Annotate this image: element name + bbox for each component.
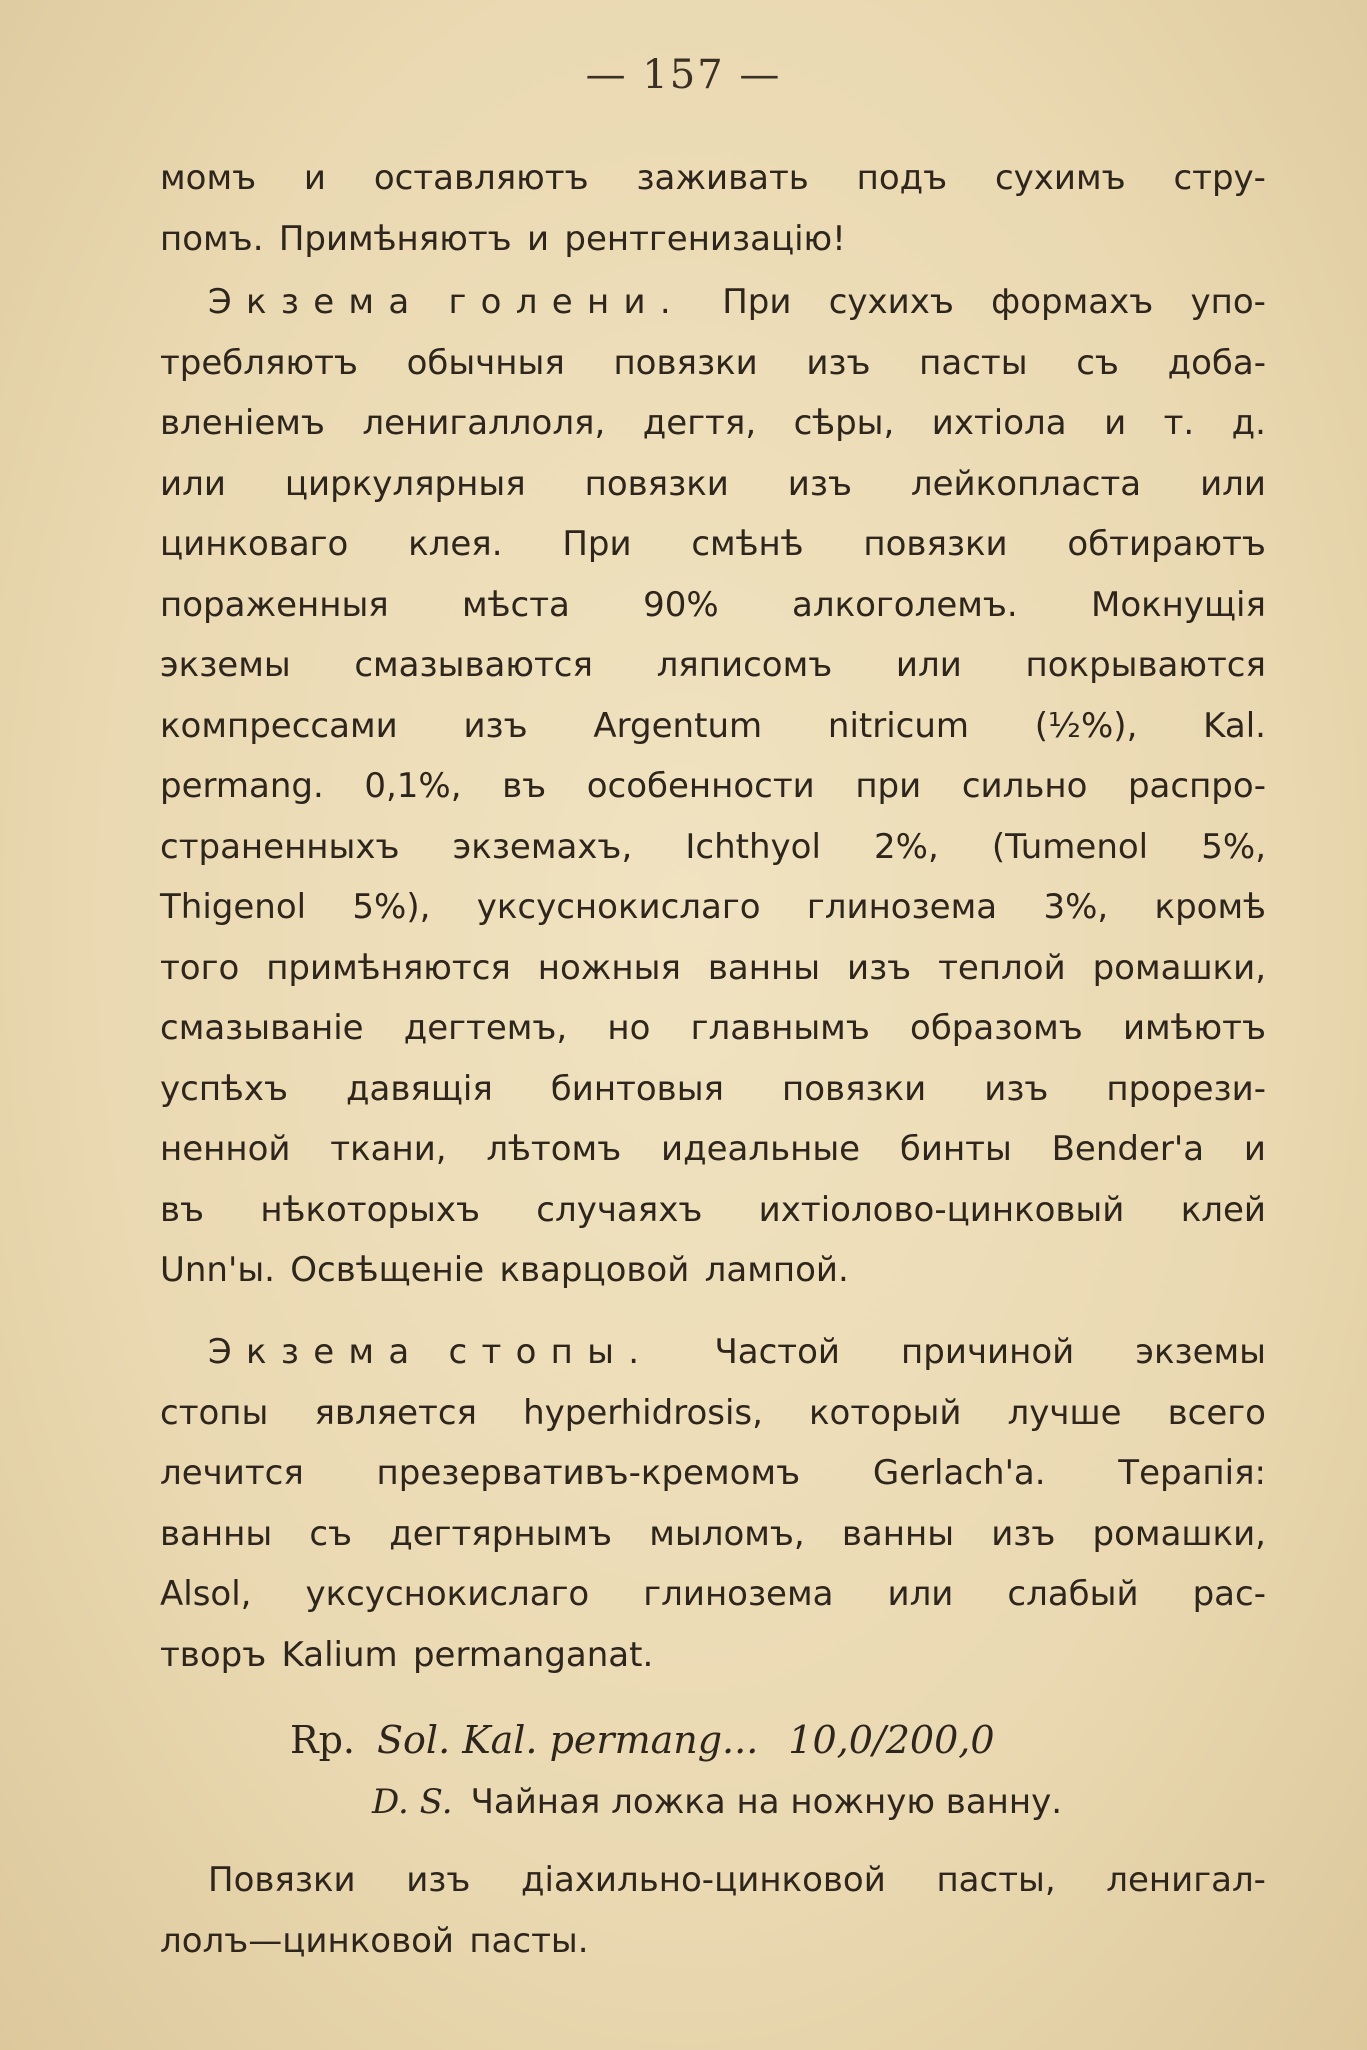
word: смѣнѣ [691, 524, 804, 564]
word: упо- [1190, 282, 1266, 322]
word: особенности [586, 766, 815, 806]
text-line [160, 1240, 1266, 1301]
word: мѣста [462, 584, 570, 625]
section-heading: Экзема голени. [208, 282, 685, 322]
word: Gerlach'a. [872, 1453, 1046, 1493]
word: ткани, [330, 1129, 447, 1169]
word: Alsol, [160, 1574, 252, 1614]
paragraph-continuation [160, 148, 1266, 269]
word: 3%, [1043, 887, 1109, 927]
word: пасты. [469, 1920, 589, 1961]
word: того [160, 947, 240, 988]
text-line [160, 877, 1266, 938]
word: причиной [901, 1332, 1075, 1372]
word: ихтіолово-цинковый [758, 1189, 1125, 1230]
word: кромѣ [1154, 887, 1266, 927]
word: успѣхъ [160, 1068, 289, 1109]
word: стру- [1173, 158, 1266, 198]
word: компрессами [160, 705, 398, 746]
word: повязки [782, 1068, 927, 1109]
word: 0,1%, [364, 766, 462, 806]
word: hyperhidrosis, [523, 1392, 763, 1433]
text-line [160, 1911, 1266, 1972]
word: заживать [636, 158, 809, 198]
text-line [160, 575, 1266, 636]
text-line [160, 333, 1266, 394]
text-line [160, 1850, 1266, 1911]
word: При [722, 282, 792, 322]
word: и [1243, 1129, 1266, 1169]
word: сухихъ [828, 282, 954, 322]
word: презервативъ-кремомъ [376, 1453, 801, 1493]
word: уксуснокислаго [476, 887, 761, 927]
recipe-prescription: Sol. Kal. permang... [377, 1718, 759, 1762]
word: (Tumenol [991, 826, 1149, 867]
word: подъ [856, 158, 948, 198]
word: творъ [160, 1634, 267, 1675]
word: пораженныя [160, 584, 389, 625]
word: или [1200, 463, 1266, 504]
text-line [160, 1504, 1266, 1565]
word: сухимъ [994, 158, 1126, 198]
word: ванны [160, 1513, 273, 1554]
word: permanganat. [412, 1634, 654, 1675]
word: оставляютъ [373, 158, 589, 198]
word: мыломъ, [649, 1513, 805, 1554]
word: 5%), [352, 887, 431, 927]
word: д. [1231, 403, 1266, 443]
word: Примѣняютъ [278, 218, 512, 259]
word: ленигал- [1106, 1860, 1266, 1900]
word: изъ [991, 1513, 1056, 1554]
word: при [855, 766, 922, 806]
text-line [160, 209, 1266, 270]
word: изъ [463, 705, 528, 746]
word: случаяхъ [536, 1189, 703, 1230]
word: глинозема [643, 1574, 834, 1614]
word: алкоголемъ. [792, 584, 1018, 625]
word: является [314, 1392, 477, 1433]
word: 5%, [1201, 826, 1266, 867]
section-heading: Экзема стопы. [208, 1332, 654, 1372]
word: лампой. [704, 1250, 849, 1290]
text-line [160, 817, 1266, 878]
text-line [160, 1059, 1266, 1120]
word: страненныхъ [160, 826, 400, 867]
word: распро- [1127, 766, 1266, 806]
word: съ [1076, 342, 1119, 383]
word: лейкопласта [910, 463, 1142, 504]
word: помъ. [160, 218, 264, 259]
word: глинозема [806, 887, 998, 927]
word: повязки [863, 524, 1008, 564]
word: доба- [1167, 342, 1266, 383]
word: образомъ [910, 1008, 1083, 1048]
word: рентгенизацію! [564, 218, 846, 259]
word: обтираютъ [1067, 524, 1266, 564]
word: или [895, 645, 962, 685]
word: лечится [160, 1453, 304, 1493]
word: бинтовыя [550, 1068, 725, 1109]
word: Kalium [281, 1634, 398, 1675]
text-line [160, 1564, 1266, 1625]
word: При [562, 524, 632, 564]
word: клея. [408, 524, 503, 564]
word: повязки [584, 463, 729, 504]
word: сѣры, [793, 403, 895, 443]
word: главнымъ [690, 1008, 870, 1048]
text-line [160, 148, 1266, 209]
word: ненной [160, 1129, 291, 1169]
word: момъ [160, 158, 257, 198]
text-line [160, 272, 1266, 333]
word: изъ [984, 1068, 1049, 1109]
word: permang. [160, 766, 324, 806]
word: лѣтомъ [486, 1129, 622, 1169]
word: Bender'a [1051, 1129, 1205, 1169]
word: Мокнущія [1091, 584, 1266, 625]
word: теплой [938, 947, 1066, 988]
word: давящія [346, 1068, 493, 1109]
text-line [160, 1443, 1266, 1504]
word: и [303, 158, 327, 198]
word: Unn'ы. [160, 1250, 275, 1290]
word: нѣкоторыхъ [260, 1189, 480, 1230]
word: ванны [707, 947, 821, 988]
text-line [160, 998, 1266, 1059]
word: смазываніе [160, 1008, 364, 1048]
text-line [160, 514, 1266, 575]
text-line [160, 1322, 1266, 1383]
recipe-ds-label: D. S. [372, 1782, 453, 1822]
word: формахъ [991, 282, 1154, 322]
word: дегтемъ, [403, 1008, 568, 1048]
text-line [160, 635, 1266, 696]
word: экземы [160, 645, 291, 685]
text-line [160, 1119, 1266, 1180]
word: Терапія: [1118, 1453, 1266, 1493]
text-line [160, 696, 1266, 757]
word: (½%), [1034, 705, 1138, 746]
word: уксуснокислаго [305, 1574, 590, 1614]
paragraph-bandages [160, 1850, 1266, 1971]
word: Частой [714, 1332, 840, 1372]
word: ляписомъ [656, 645, 833, 685]
word: Ichthyol [685, 826, 821, 867]
word: экземы [1135, 1332, 1266, 1372]
word: покрываются [1025, 645, 1266, 685]
word: ромашки, [1092, 1513, 1266, 1554]
word: въ [502, 766, 547, 806]
word: который [809, 1392, 962, 1433]
text-line [160, 454, 1266, 515]
word: сильно [961, 766, 1088, 806]
word: изъ [806, 342, 871, 383]
recipe-signa-line [372, 1782, 1062, 1822]
word: и [526, 218, 550, 259]
word: но [607, 1008, 651, 1048]
text-line [160, 1180, 1266, 1241]
word: ихтіола [931, 403, 1067, 443]
word: ленигаллоля, [362, 403, 606, 443]
word: пасты [919, 342, 1028, 383]
recipe-line [290, 1718, 995, 1762]
word: циркулярныя [284, 463, 526, 504]
word: обычныя [406, 342, 565, 383]
page-number: — 157 — [585, 52, 782, 98]
word: Thigenol [160, 887, 307, 927]
word: Освѣщеніе [290, 1250, 485, 1290]
word: прорези- [1106, 1068, 1266, 1109]
word: вленіемъ [160, 403, 325, 443]
word: ромашки, [1092, 947, 1266, 988]
word: т. [1163, 403, 1195, 443]
word: ножныя [537, 947, 681, 988]
text-line [160, 938, 1266, 999]
word: nitricum [827, 705, 970, 746]
word: кварцовой [499, 1250, 690, 1290]
word: экземахъ, [452, 826, 633, 867]
word: имѣютъ [1122, 1008, 1266, 1048]
word: или [887, 1574, 954, 1614]
text-line [160, 393, 1266, 454]
word: бинты [899, 1129, 1012, 1169]
paragraph-eczema-foot [160, 1322, 1266, 1685]
recipe-rp-label: Rp. [290, 1718, 356, 1762]
word: 2%, [874, 826, 939, 867]
word: дегтярнымъ [389, 1513, 613, 1554]
word: идеальные [660, 1129, 861, 1169]
text-line [160, 1625, 1266, 1686]
word: изъ [406, 1860, 471, 1900]
text-line [160, 756, 1266, 817]
word: 90% [643, 584, 719, 625]
word: слабый [1007, 1574, 1139, 1614]
word: Argentum [593, 705, 763, 746]
word: изъ [787, 463, 852, 504]
word: цинковаго [160, 524, 349, 564]
word: изъ [846, 947, 912, 988]
word: и [1104, 403, 1127, 443]
word: клей [1180, 1189, 1266, 1230]
word: повязки [613, 342, 758, 383]
word: ванны [841, 1513, 955, 1554]
word: лучше [1007, 1392, 1122, 1433]
word: Повязки [208, 1860, 356, 1900]
word: или [160, 463, 226, 504]
recipe-instructions: Чайная ложка на ножную ванну. [470, 1782, 1063, 1822]
word: съ [309, 1513, 353, 1554]
word: требляютъ [160, 342, 358, 383]
word: Kal. [1203, 705, 1266, 746]
text-line [160, 1383, 1266, 1444]
word: всего [1167, 1392, 1266, 1433]
word: лолъ—цинковой [160, 1920, 455, 1961]
word: стопы [160, 1392, 269, 1433]
paragraph-eczema-shin [160, 272, 1266, 1301]
word: дегтя, [642, 403, 757, 443]
word: діахильно-цинковой [521, 1860, 886, 1900]
word: пасты, [936, 1860, 1056, 1900]
word: смазываются [354, 645, 593, 685]
word: примѣняются [266, 947, 511, 988]
word: въ [160, 1189, 205, 1230]
word: рас- [1192, 1574, 1266, 1614]
recipe-amount: 10,0/200,0 [788, 1718, 995, 1762]
